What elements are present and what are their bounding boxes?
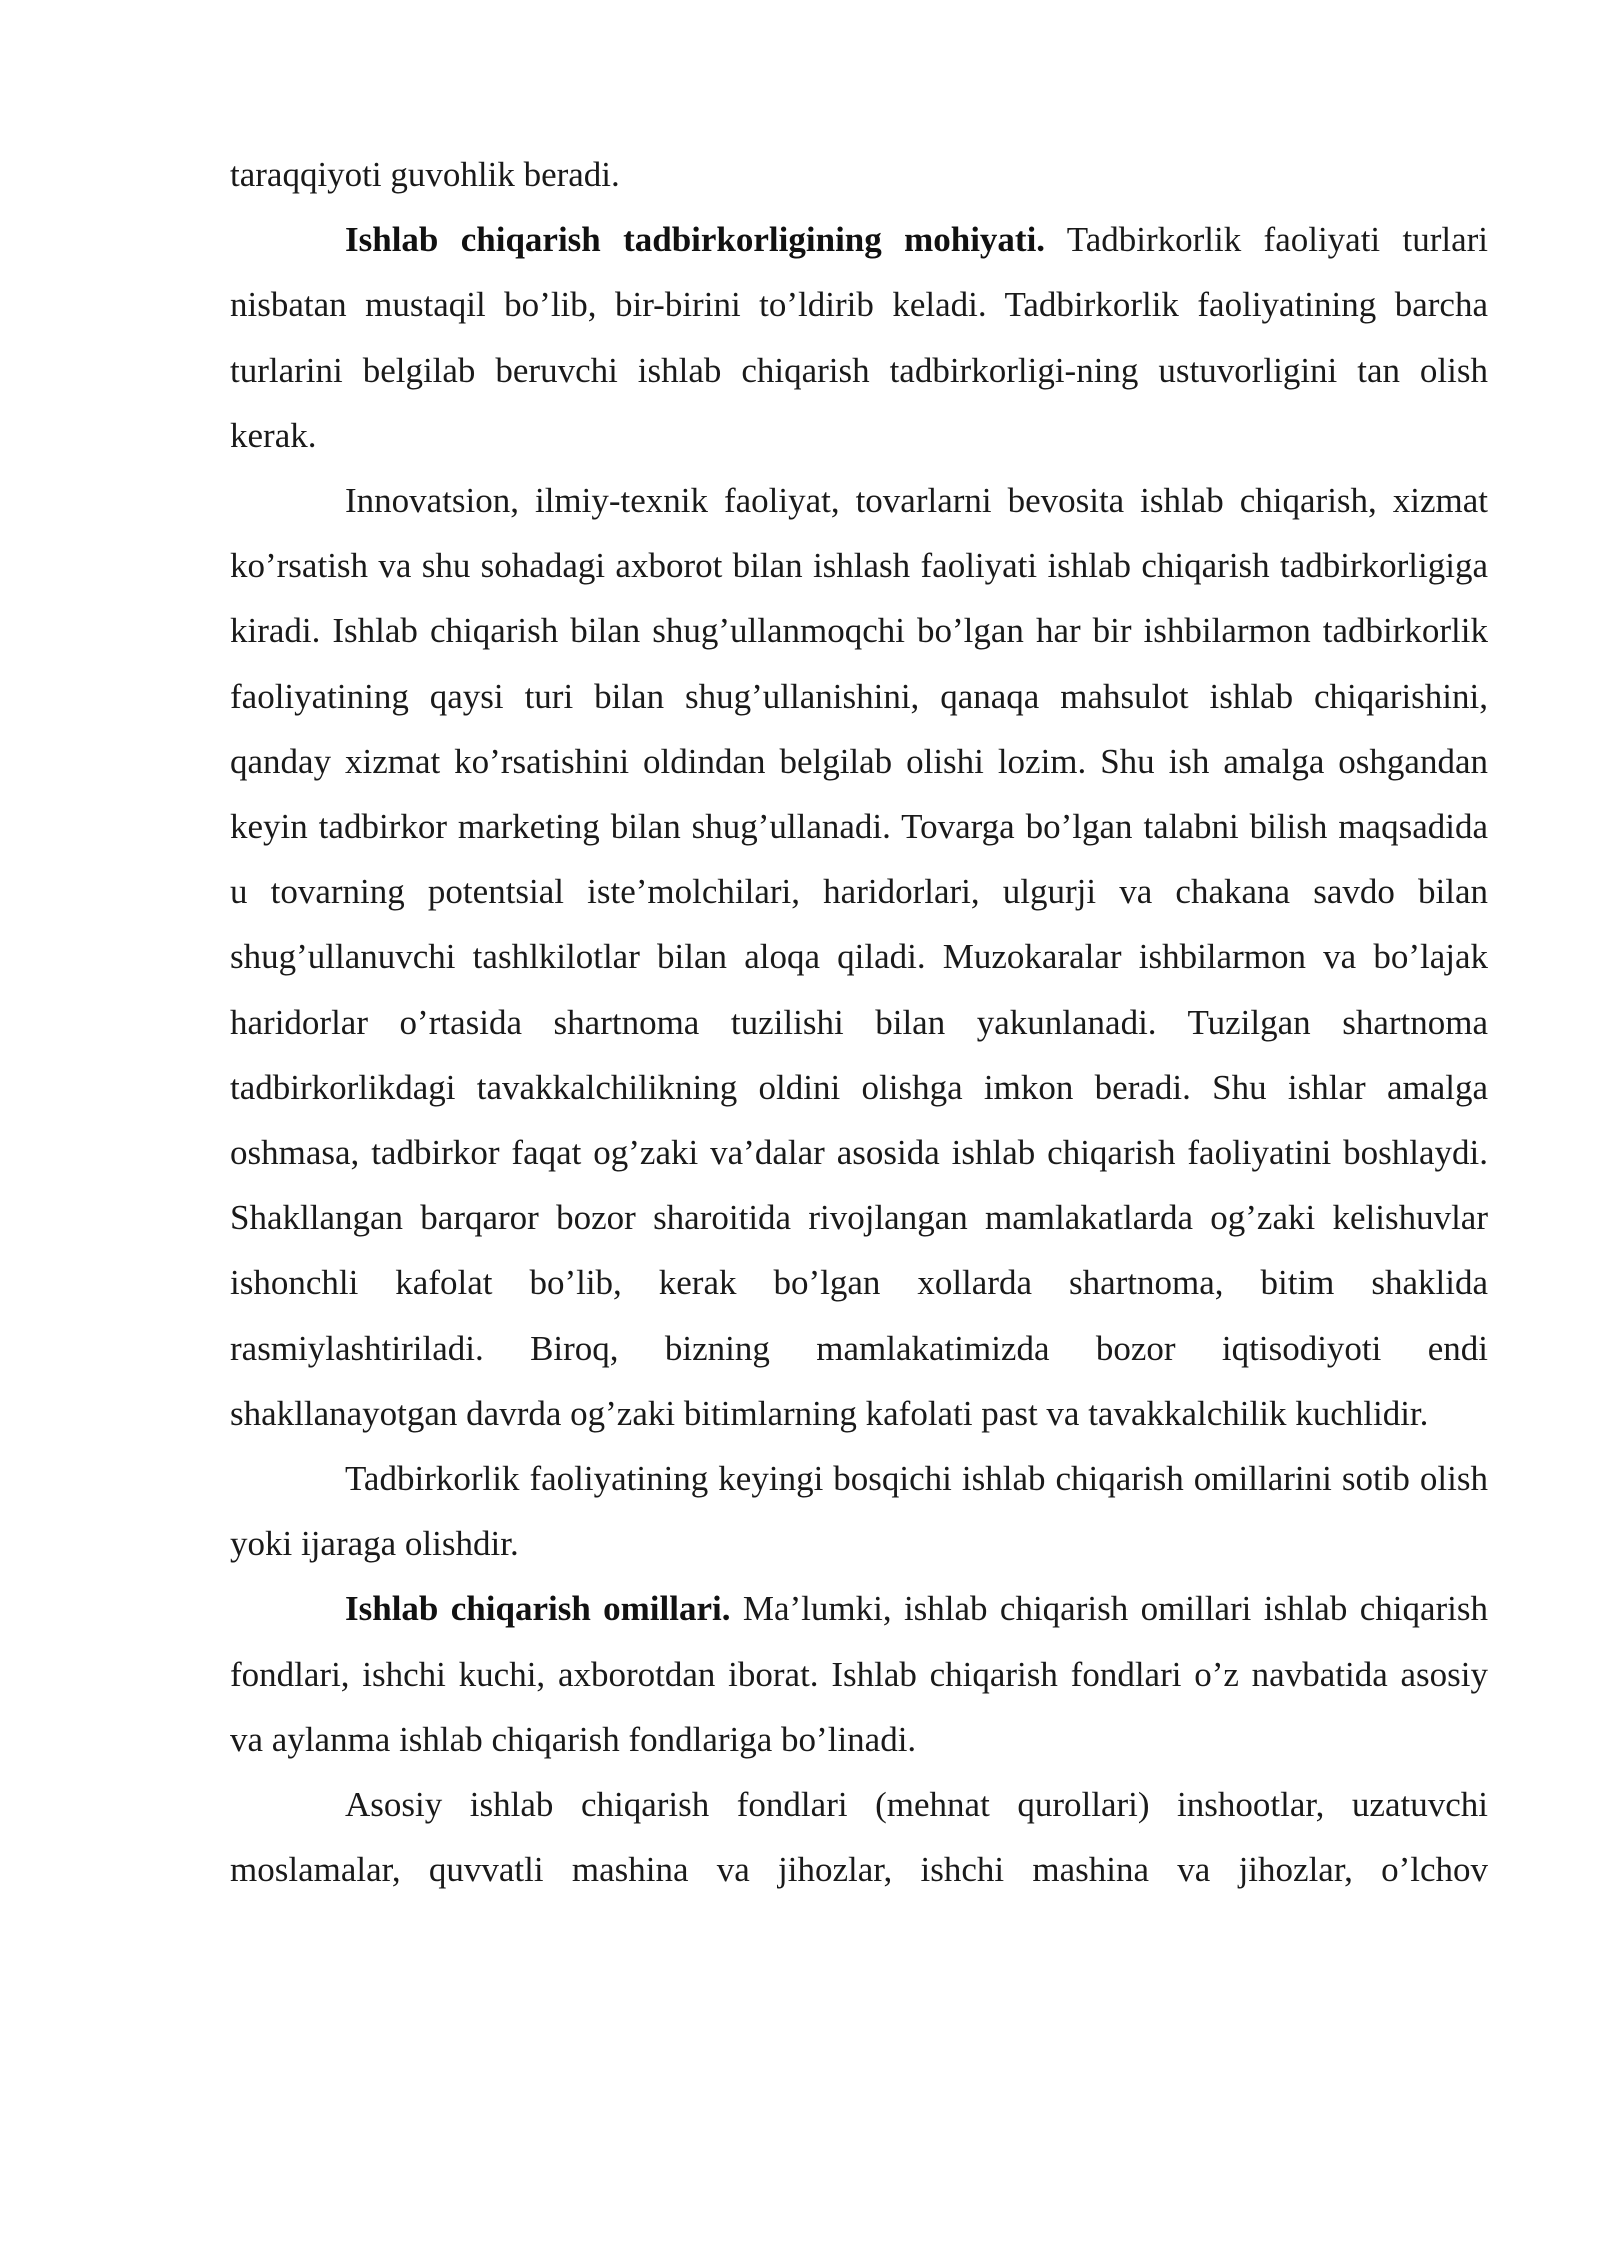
paragraph-next-stage xyxy=(230,1446,1488,1576)
paragraph-essence xyxy=(230,207,1488,468)
paragraph-text: taraqqiyoti guvohlik beradi. xyxy=(230,155,620,194)
paragraph-text: Innovatsion, ilmiy-texnik faoliyat, tovarlarni bevosita ishlab chiqarish, xizmat ko’rsatish va shu sohadagi axborot bilan ishlash faoliyati ishlab chiqarish tadbirkorligiga kiradi. Ishlab chiqarish bilan shug’ullanmoqchi bo’lgan har bir ishbilarmon tadbirkorlik faoliyatining qaysi turi bilan shug’ullanishini, qanaqa mahsulot ishlab chiqarishini, qanday xizmat ko’rsatishini oldindan belgilab olishi lozim. Shu ish amalga oshgandan keyin tadbirkor marketing bilan shug’ullanadi. Tovarga bo’lgan talabni bilish maqsadida u tovarning potentsial iste’molchilari, haridorlari, ulgurji va chakana savdo bilan shug’ullanuvchi tashlkilotlar bilan aloqa qiladi. Muzokaralar ishbilarmon va bo’lajak haridorlar o’rtasida shartnoma tuzilishi bilan yakunlanadi. Tuzilgan shartnoma tadbirkorlikdagi tavakkalchilikning oldini olishga imkon beradi. Shu ishlar amalga oshmasa, tadbirkor faqat og’zaki va’dalar asosida ishlab chiqarish faoliyatini boshlaydi. Shakllangan barqaror bozor sharoitida rivojlangan mamlakatlarda og’zaki kelishuvlar ishonchli kafolat bo’lib, kerak bo’lgan xollarda shartnoma, bitim shaklida rasmiylashtiriladi. Biroq, bizning mamlakatimizda bozor iqtisodiyoti endi shakllanayotgan davrda og’zaki bitimlarning kafolati past va tavakkalchilik kuchlidir. xyxy=(230,481,1488,1433)
paragraph-factors xyxy=(230,1576,1488,1772)
paragraph-text: Ma’lumki, ishlab chiqarish omillari ishlab chiqarish fondlari, ishchi kuchi, axborotdan iborat. Ishlab chiqarish fondlari o’z navbatida asosiy va aylanma ishlab chiqarish fondlariga bo’linadi. xyxy=(230,1589,1488,1759)
paragraph-text: Tadbirkorlik faoliyatining keyingi bosqichi ishlab chiqarish omillarini sotib olish yoki ijaraga olishdir. xyxy=(230,1459,1488,1564)
paragraph-innovation xyxy=(230,468,1488,1446)
paragraph-text: Tadbirkorlik faoliyati turlari nisbatan mustaqil bo’lib, bir-birini to’ldirib keladi. Tadbirkorlik faoliyatining barcha turlarini belgilab beruvchi ishlab chiqarish tadbirkorligi-ning ustuvorligini tan olish kerak. xyxy=(230,220,1488,455)
paragraph-heading: Ishlab chiqarish omillari. xyxy=(345,1589,731,1629)
paragraph-heading: Ishlab chiqarish tadbirkorligining mohiyati. xyxy=(345,220,1046,260)
paragraph-continuation xyxy=(230,142,1488,207)
paragraph-text: Asosiy ishlab chiqarish fondlari (mehnat qurollari) inshootlar, uzatuvchi moslamalar, quvvatli mashina va jihozlar, ishchi mashina va jihozlar, o’lchov xyxy=(230,1785,1488,1890)
paragraph-fixed-assets xyxy=(230,1772,1488,1902)
document-body xyxy=(230,142,1488,1902)
